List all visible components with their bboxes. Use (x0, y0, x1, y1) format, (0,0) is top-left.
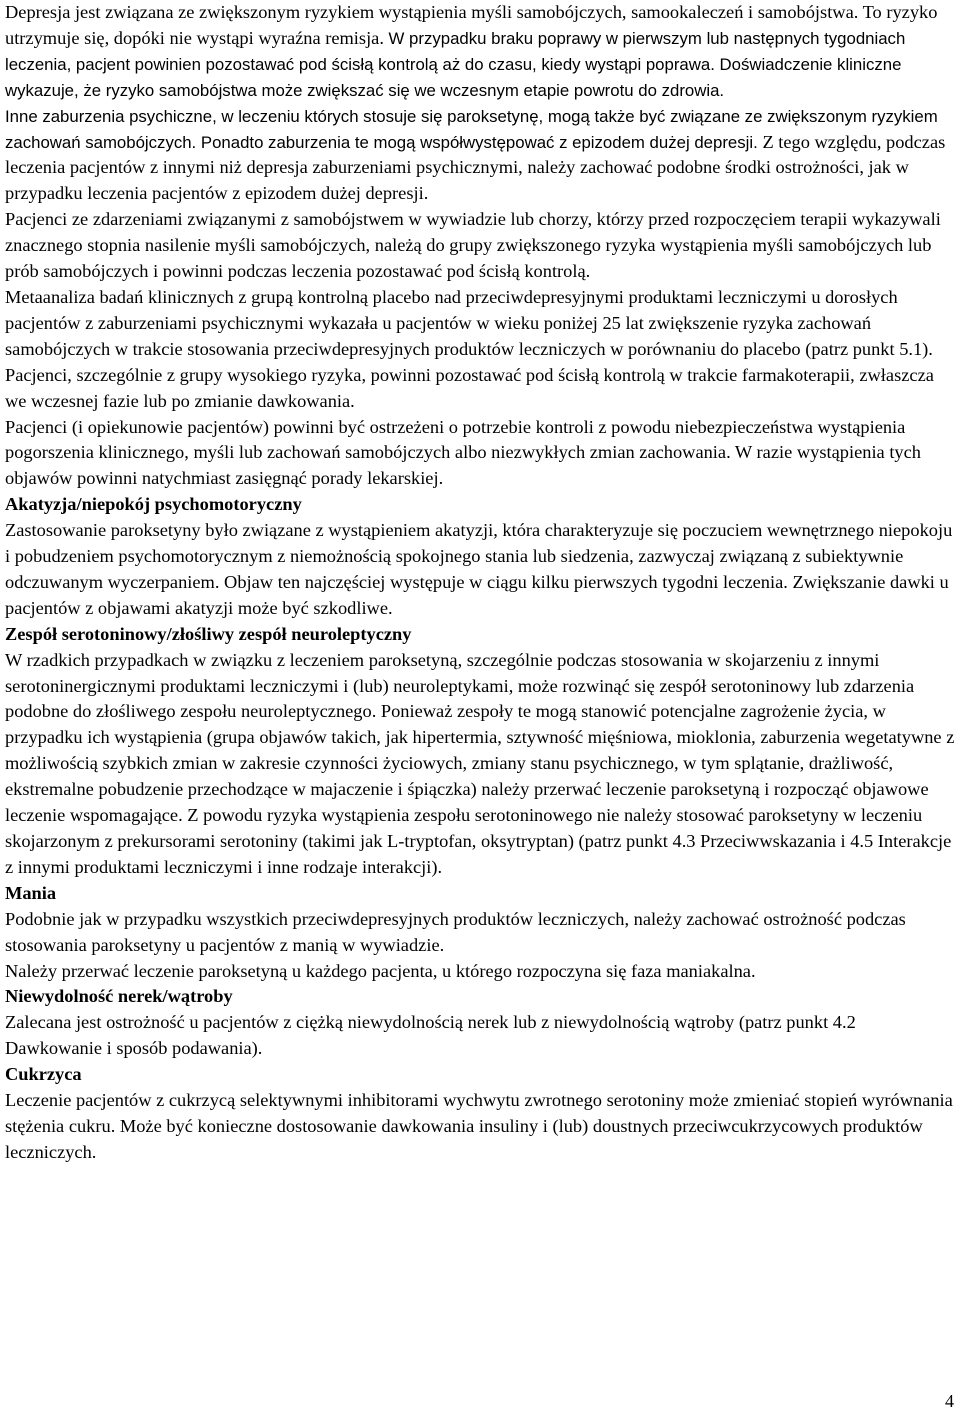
text-run: Podobnie jak w przypadku wszystkich przeciwdepresyjnych produktów leczniczych, należy zachować ostrożność podczas stosowania paroksetyny u pacjentów z manią w wywiadzie. (5, 908, 906, 955)
paragraph (5, 363, 955, 415)
section-heading: Cukrzyca (5, 1064, 82, 1085)
section-heading: Akatyzja/niepokój psychomotoryczny (5, 494, 302, 515)
text-run: W rzadkich przypadkach w związku z leczeniem paroksetyną, szczególnie podczas stosowania w skojarzeniu z innymi serotoninergicznymi produktami leczniczymi i (lub) neuroleptykami, może rozwinąć się zespół serotoninowy lub zdarzenia podobne do złośliwego zespołu neuroleptycznego. Ponieważ zespoły te mogą stanowić potencjalne zagrożenie życia, w przypadku ich wystąpienia (grupa objawów takich, jak hipertermia, sztywność mięśniowa, mioklonia, zaburzenia wegetatywne z możliwością szybkich zmian w zakresie czynności życiowych, zmiany stanu psychicznego, w tym splątanie, drażliwość, ekstremalne pobudzenie przechodzące w majaczenie i śpiączka) należy przerwać leczenie paroksetyną i rozpocząć objawowe leczenie wspomagające. Z powodu ryzyka wystąpienia zespołu serotoninowego nie należy stosować paroksetyny w leczeniu skojarzonym z prekursorami serotoniny (takimi jak L-tryptofan, oksytryptan) (patrz punkt 4.3 Przeciwwskazania i 4.5 Interakcje z innymi produktami leczniczymi i inne rodzaje interakcji). (5, 649, 955, 877)
section-heading: Zespół serotoninowy/złośliwy zespół neuroleptyczny (5, 623, 412, 644)
text-run: Pacjenci ze zdarzeniami związanymi z samobójstwem w wywiadzie lub chorzy, którzy przed rozpoczęciem terapii wykazywali znacznego stopnia nasilenie myśli samobójczych, należą do grupy zwiększonego ryzyka wystąpienia myśli samobójczych lub prób samobójczych i powinni podczas leczenia pozostawać pod ścisłą kontrolą. (5, 209, 941, 282)
text-run: Leczenie pacjentów z cukrzycą selektywnymi inhibitorami wychwytu zwrotnego serotoniny może zmieniać stopień wyrównania stężenia cukru. Może być konieczne dostosowanie dawkowania insuliny i (lub) doustnych przeciwcukrzycowych produktów leczniczych. (5, 1090, 953, 1162)
text-run: Metaanaliza badań klinicznych z grupą kontrolną placebo nad przeciwdepresyjnymi produktami leczniczymi u dorosłych pacjentów z zaburzeniami psychicznymi wykazała u pacjentów w wieku poniżej 25 lat zwiększenie ryzyka zachowań samobójczych w trakcie stosowania przeciwdepresyjnych produktów leczniczych w porównaniu do placebo (patrz punkt 5.1). (5, 286, 933, 359)
section-heading: Mania (5, 882, 57, 903)
text-run: Pacjenci, szczególnie z grupy wysokiego ryzyka, powinni pozostawać pod ścisłą kontrolą w trakcie farmakoterapii, zwłaszcza we wczesnej fazie lub po zmianie dawkowania. (5, 364, 934, 411)
document-page (5, 0, 955, 1166)
paragraph (5, 648, 955, 881)
paragraph (5, 415, 955, 493)
text-run: Zastosowanie paroksetyny było związane z wystąpieniem akatyzji, która charakteryzuje się poczuciem wewnętrznego niepokoju i pobudzeniem psychomotorycznym z niemożnością spokojnego stania lub siedzenia, zazwyczaj związaną z subiektywnie odczuwanym wyczerpaniem. Objaw ten najczęściej występuje w ciągu kilku pierwszych tygodni leczenia. Zwiększanie dawki u pacjentów z objawami akatyzji może być szkodliwe. (5, 520, 953, 618)
paragraph (5, 207, 955, 285)
paragraph (5, 907, 955, 959)
paragraph (5, 285, 955, 363)
text-run: Inne zaburzenia psychiczne, w leczeniu których stosuje się paroksetynę, mogą także być związane ze zwiększonym ryzykiem zachowań samobójczych. Ponadto zaburzenia te mogą współwystępować z epizodem dużej depresji. (5, 106, 938, 152)
text-run: Pacjenci (i opiekunowie pacjentów) powinni być ostrzeżeni o potrzebie kontroli z powodu niebezpieczeństwa wystąpienia pogorszenia klinicznego, myśli lub zachowań samobójczych albo niezwykłych zmian zachowania. W razie wystąpienia tych objawów powinni natychmiast zasięgnąć porady lekarskiej. (5, 416, 921, 489)
paragraph (5, 959, 955, 985)
text-run: W przypadku braku poprawy w pierwszym lub następnych tygodniach leczenia, pacjent powinien pozostawać pod ścisłą kontrolą aż do czasu, kiedy wystąpi poprawa. Doświadczenie kliniczne wykazuje, że ryzyko samobójstwa może zwiększać się we wczesnym etapie powrotu do zdrowia. (5, 28, 906, 100)
paragraph (5, 104, 955, 208)
text-run: Należy przerwać leczenie paroksetyną u każdego pacjenta, u którego rozpoczyna się faza maniakalna. (5, 960, 756, 981)
paragraph (5, 1010, 955, 1062)
text-run: Zalecana jest ostrożność u pacjentów z ciężką niewydolnością nerek lub z niewydolnością wątroby (patrz punkt 4.2 Dawkowanie i sposób podawania). (5, 1012, 856, 1059)
paragraph (5, 0, 955, 104)
page-number: 4 (945, 1391, 954, 1411)
paragraph (5, 518, 955, 622)
section-heading: Niewydolność nerek/wątroby (5, 986, 233, 1007)
paragraph (5, 1088, 955, 1166)
text-run: Depresja jest związana ze zwiększonym ryzykiem wystąpienia myśli samobójczych, samookaleczeń i samobójstwa. To ryzyko utrzymuje się, dopóki nie wystąpi wyraźna remisja. (5, 2, 938, 48)
text-run: Z tego względu, podczas leczenia pacjentów z innymi niż depresja zaburzeniami psychicznymi, należy zachować podobne środki ostrożności, jak w przypadku leczenia pacjentów z epizodem dużej depresji. (5, 131, 946, 204)
